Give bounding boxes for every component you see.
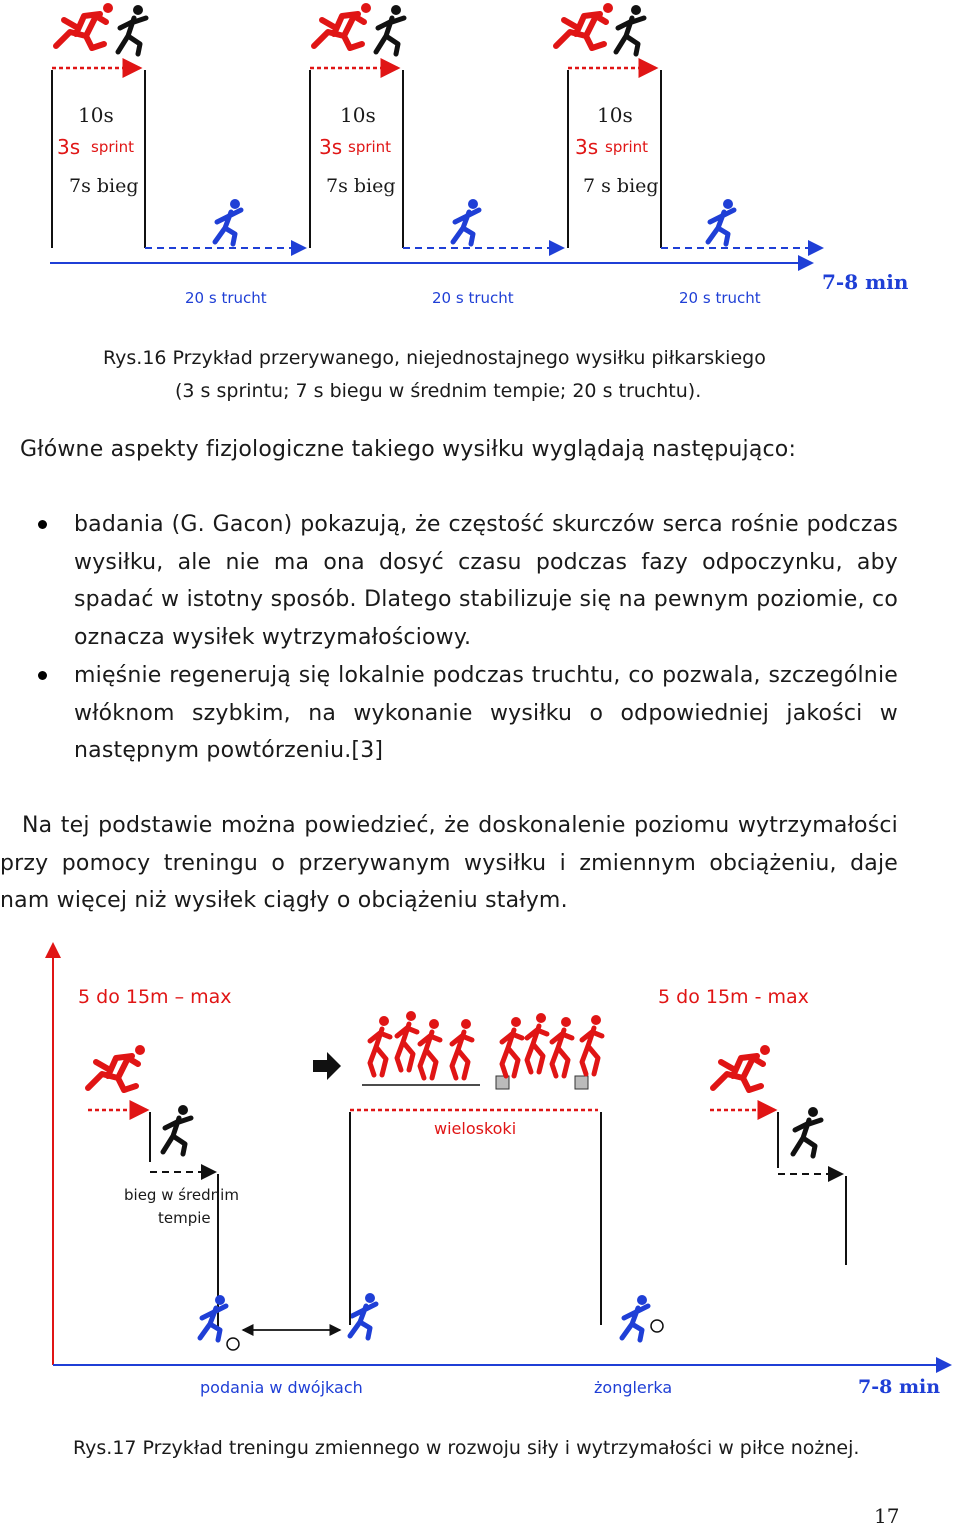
block-3-top: 10s xyxy=(597,103,633,127)
jogger-icon xyxy=(215,199,241,244)
jumper-icon xyxy=(527,1013,547,1072)
ball-icon xyxy=(227,1338,239,1350)
block-2-sprint-num: 3s xyxy=(319,135,343,159)
block-1-top: 10s xyxy=(78,103,114,127)
figure-2-caption: Rys.17 Przykład treningu zmiennego w rozwoju siły i wytrzymałości w piłce nożnej. xyxy=(73,1437,860,1459)
sprinter-icon xyxy=(88,1045,145,1090)
jumper-icon xyxy=(420,1019,440,1078)
receiver-icon xyxy=(350,1293,376,1338)
duration-label: 7-8 min xyxy=(822,270,909,294)
jogger-icon xyxy=(453,199,479,244)
runner-icon xyxy=(616,5,644,54)
trucht-label-2: 20 s trucht xyxy=(432,289,514,307)
figure-1-caption-line-1: Rys.16 Przykład przerywanego, niejednostajnego wysiłku piłkarskiego xyxy=(103,347,766,369)
runner-icon xyxy=(118,5,146,54)
conclusion-paragraph: Na tej podstawie można powiedzieć, że doskonalenie poziomu wytrzymałości przy pomocy treningu o przerywanym wysiłku i zmiennym obciążeniu, daje nam więcej niż wysiłek ciągły o obciążeniu stałym. xyxy=(0,813,898,913)
block-3-sprint-word: sprint xyxy=(605,138,649,156)
block-2-run: 7s bieg xyxy=(326,175,396,197)
bullet-dot-1 xyxy=(38,520,47,529)
runner-icon xyxy=(163,1105,191,1154)
bieg-label-line-1: bieg w średnim xyxy=(124,1186,239,1204)
direction-arrow-icon xyxy=(313,1052,341,1080)
sprint-distance-left: 5 do 15m – max xyxy=(78,986,232,1008)
juggler-icon xyxy=(622,1295,648,1340)
jumper-icon xyxy=(397,1011,417,1070)
jumper-icon xyxy=(502,1017,522,1076)
figure-1-caption-line-2: (3 s sprintu; 7 s biegu w średnim tempie; 20 s truchtu). xyxy=(175,380,702,402)
block-2-top: 10s xyxy=(340,103,376,127)
figure-1-diagram xyxy=(0,0,960,330)
jumper-icon xyxy=(582,1015,602,1074)
trucht-label-1: 20 s trucht xyxy=(185,289,267,307)
bieg-label-line-2: tempie xyxy=(158,1209,211,1227)
block-1-sprint-word: sprint xyxy=(91,138,135,156)
trucht-label-3: 20 s trucht xyxy=(679,289,761,307)
jumper-icon xyxy=(452,1019,472,1078)
podania-label: podania w dwójkach xyxy=(200,1378,363,1397)
block-1-sprint-num: 3s xyxy=(57,135,81,159)
passer-icon xyxy=(200,1295,226,1340)
bullet-2-text: mięśnie regenerują się lokalnie podczas truchtu, co pozwala, szczególnie włóknom szybkim, na wykonanie wysiłku o odpowiedniej jakości w następnym powtórzeniu.[3] xyxy=(74,663,898,763)
block-2-sprint-word: sprint xyxy=(348,138,392,156)
jumper-icon xyxy=(552,1017,572,1076)
bullet-dot-2 xyxy=(38,671,47,680)
box-icon xyxy=(575,1076,588,1089)
sprinter-icon xyxy=(713,1045,770,1090)
sprinter-icon xyxy=(556,3,613,48)
block-3-sprint-num: 3s xyxy=(575,135,599,159)
runner-icon xyxy=(793,1107,821,1156)
bullet-1-text: badania (G. Gacon) pokazują, że częstość skurczów serca rośnie podczas wysiłku, ale nie ma ona dosyć czasu podczas fazy odpoczynku, aby spadać w istotny sposób. Dlatego stabilizuje się na pewnym poziomie, co oznacza wysiłek wytrzymałościowy. xyxy=(74,512,898,650)
interval-block-3 xyxy=(556,3,822,248)
intro-sentence: Główne aspekty fizjologiczne takiego wysiłku wyglądają następująco: xyxy=(20,437,797,462)
page-number: 17 xyxy=(874,1504,900,1528)
block-1-run: 7s bieg xyxy=(69,175,139,197)
jumper-icon xyxy=(370,1016,390,1075)
zonglerka-label: żonglerka xyxy=(594,1378,673,1397)
duration-label-2: 7-8 min xyxy=(858,1376,941,1398)
jogger-icon xyxy=(708,199,734,244)
runner-icon xyxy=(376,5,404,54)
ball-icon xyxy=(651,1320,663,1332)
sprinter-icon xyxy=(314,3,371,48)
block-3-run: 7 s bieg xyxy=(583,175,659,197)
sprinter-icon xyxy=(56,3,113,48)
sprint-distance-right: 5 do 15m - max xyxy=(658,986,809,1008)
wieloskoki-label: wieloskoki xyxy=(434,1119,517,1138)
